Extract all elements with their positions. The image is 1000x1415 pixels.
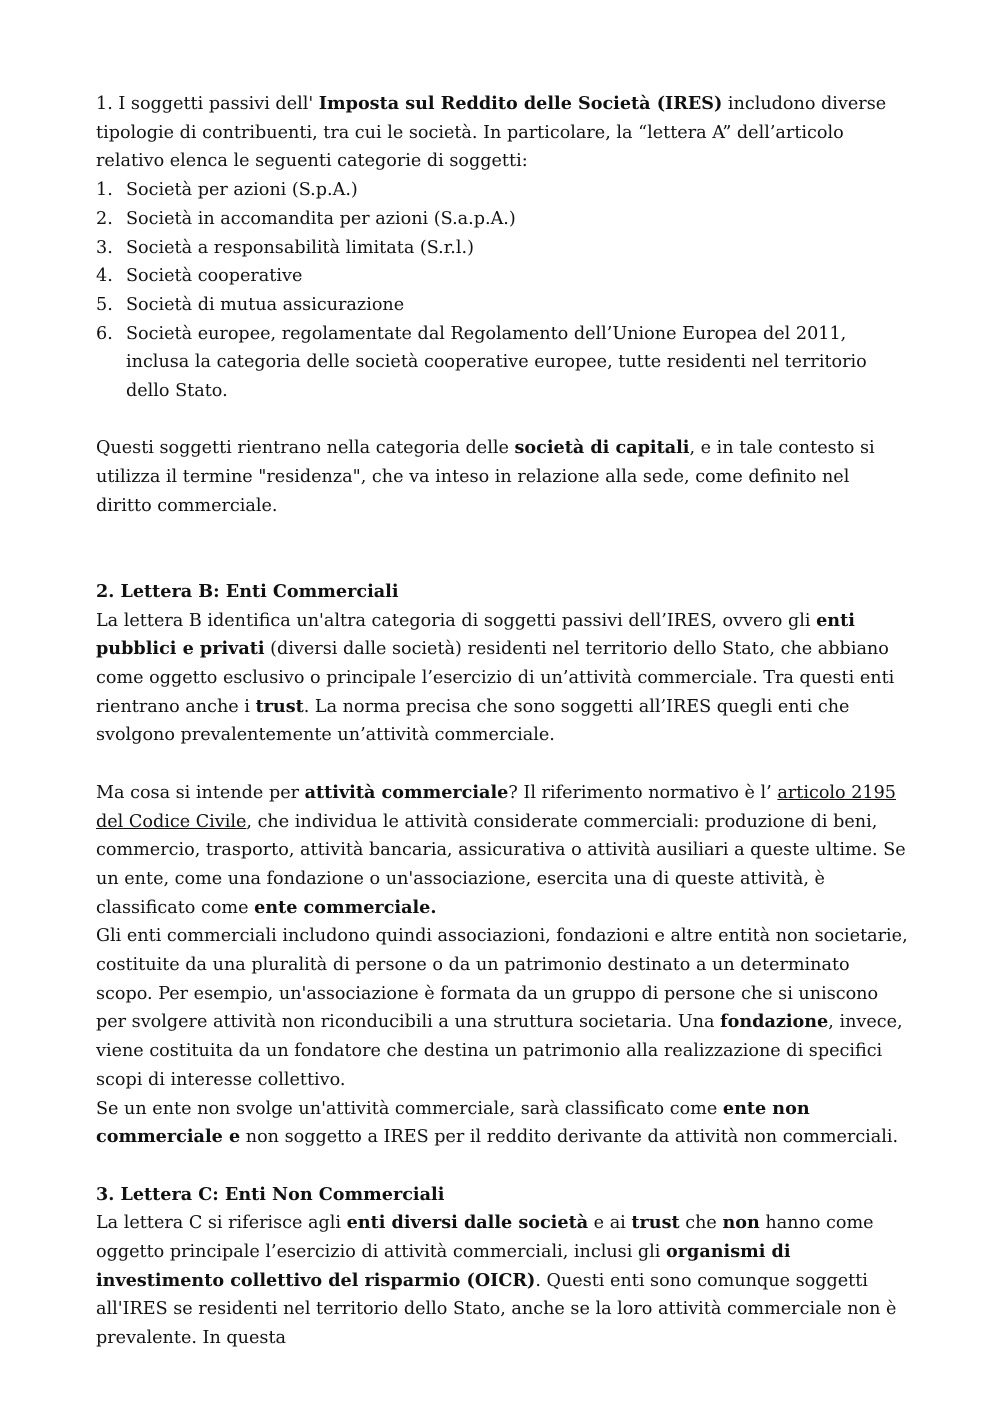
spacer [96, 1152, 908, 1181]
list-item-text: Società europee, regolamentate dal Regolamento dell’Unione Europea del 2011, inclusa la categoria delle società cooperative europee, tutte residenti nel territorio dello Stato. [126, 323, 867, 402]
paragraph-text: Gli enti commerciali includono quindi associazioni, fondazioni e altre entità non societarie, costituite da una pluralità di persone o da un patrimonio destinato a un determinato scopo. Per esempio, un'associazione è formata da un gruppo di persone che si uniscono per svolgere attività non riconducibili a una struttura societaria. Una [96, 926, 908, 1033]
bold-trust: trust [255, 695, 304, 717]
spacer [96, 406, 908, 435]
bold-fondazione: fondazione [720, 1011, 829, 1033]
list-item-text: Società cooperative [126, 266, 303, 287]
spacer [96, 521, 908, 578]
paragraph-text: , che individua le attività considerate commerciali: produzione di beni, commercio, trasporto, attività bancaria, assicurativa o attività ausiliari a queste ultime. Se un ente, come una fondazione o un'associazione, esercita una di queste attività, è classificato come [96, 811, 906, 918]
bold-attivita-commerciale: attività commerciale [304, 781, 509, 803]
section-2-heading [96, 578, 908, 607]
list-item [96, 262, 908, 291]
bold-oicr: organismi di investimento collettivo del risparmio (OICR) [96, 1241, 791, 1291]
codice-civile-link[interactable]: articolo 2195 del Codice Civile [96, 782, 897, 832]
paragraph-text: . La norma precisa che sono soggetti all’IRES quegli enti che svolgono prevalentemente un’attività commerciale. [96, 696, 850, 746]
list-item [96, 176, 908, 205]
intro-text-a: 1. I soggetti passivi dell' [96, 94, 314, 114]
intro-bold-ires: Imposta sul Reddito delle Società (IRES) [318, 93, 723, 114]
paragraph-text: . Questi enti sono comunque soggetti all'IRES se residenti nel territorio dello Stato, anche se la loro attività commerciale non è prevalente. In questa [96, 1270, 897, 1349]
section-2-paragraph-2 [96, 779, 908, 923]
heading-text: 2. Lettera B: Enti Commerciali [96, 580, 399, 602]
paragraph-text: ? Il riferimento normativo è l’ [508, 782, 778, 803]
list-number: 3. [96, 237, 113, 258]
list-item-text: Società di mutua assicurazione [126, 294, 405, 315]
bold-enti-pubblici: enti pubblici e privati [96, 609, 855, 660]
section-1-intro [96, 90, 908, 176]
list-number: 2. [96, 208, 113, 229]
bold-ente-commerciale: ente commerciale. [254, 896, 437, 918]
list-item [96, 205, 908, 234]
paragraph-text: La lettera B identifica un'altra categoria di soggetti passivi dell’IRES, ovvero gli [96, 610, 817, 631]
list-item-text: Società per azioni (S.p.A.) [126, 180, 358, 201]
bold-societa-capitali: società di capitali [514, 437, 690, 459]
bold-trust: trust [631, 1212, 680, 1234]
paragraph-text: che [679, 1213, 723, 1234]
list-number: 5. [96, 294, 113, 315]
paragraph-text: (diversi dalle società) residenti nel territorio dello Stato, che abbiano come oggetto esclusivo o principale l’esercizio di un’attività commerciale. Tra questi enti rientrano anche i [96, 639, 895, 717]
document-page [96, 90, 908, 1353]
paragraph-text: Se un ente non svolge un'attività commerciale, sarà classificato come [96, 1098, 723, 1119]
section-3-heading [96, 1181, 908, 1210]
bold-enti-diversi: enti diversi dalle società [346, 1212, 589, 1234]
paragraph-text: non soggetto a IRES per il reddito derivante da attività non commerciali. [240, 1127, 899, 1148]
list-item [96, 291, 908, 320]
list-item-text: Società in accomandita per azioni (S.a.p.A.) [126, 208, 516, 229]
spacer [96, 750, 908, 779]
list-item [96, 320, 908, 406]
paragraph-text: , invece, viene costituita da un fondatore che destina un patrimonio alla realizzazione di specifici scopi di interesse collettivo. [96, 1012, 903, 1090]
heading-text: 3. Lettera C: Enti Non Commerciali [96, 1183, 445, 1205]
bold-ente-non-commerciale: ente non commerciale e [96, 1097, 810, 1148]
section-3-paragraph-1 [96, 1209, 908, 1353]
paragraph-text: , e in tale contesto si utilizza il termine "residenza", che va inteso in relazione alla sede, come definito nel diritto commerciale. [96, 438, 875, 516]
paragraph-text: Ma cosa si intende per [96, 782, 305, 803]
paragraph-text: Questi soggetti rientrano nella categoria delle [96, 438, 515, 459]
list-item [96, 234, 908, 263]
bold-non: non [722, 1212, 760, 1234]
list-number: 4. [96, 266, 113, 287]
list-number: 6. [96, 323, 113, 344]
section-2-paragraph-3 [96, 922, 908, 1094]
list-number: 1. [96, 180, 113, 201]
intro-text-c: includono diverse tipologie di contribuenti, tra cui le società. In particolare, la “lettera A” dell’articolo relativo elenca le seguenti categorie di soggetti: [96, 94, 887, 172]
section-2-paragraph-1 [96, 607, 908, 751]
paragraph-text: La lettera C si riferisce agli [96, 1213, 347, 1234]
list-item-text: Società a responsabilità limitata (S.r.l.) [126, 237, 474, 258]
paragraph-text: e ai [588, 1213, 632, 1234]
section-1-paragraph-2 [96, 434, 908, 520]
section-2-paragraph-4 [96, 1095, 908, 1152]
company-types-list [96, 176, 908, 406]
paragraph-text: hanno come oggetto principale l’esercizio di attività commerciali, inclusi gli [96, 1213, 874, 1263]
